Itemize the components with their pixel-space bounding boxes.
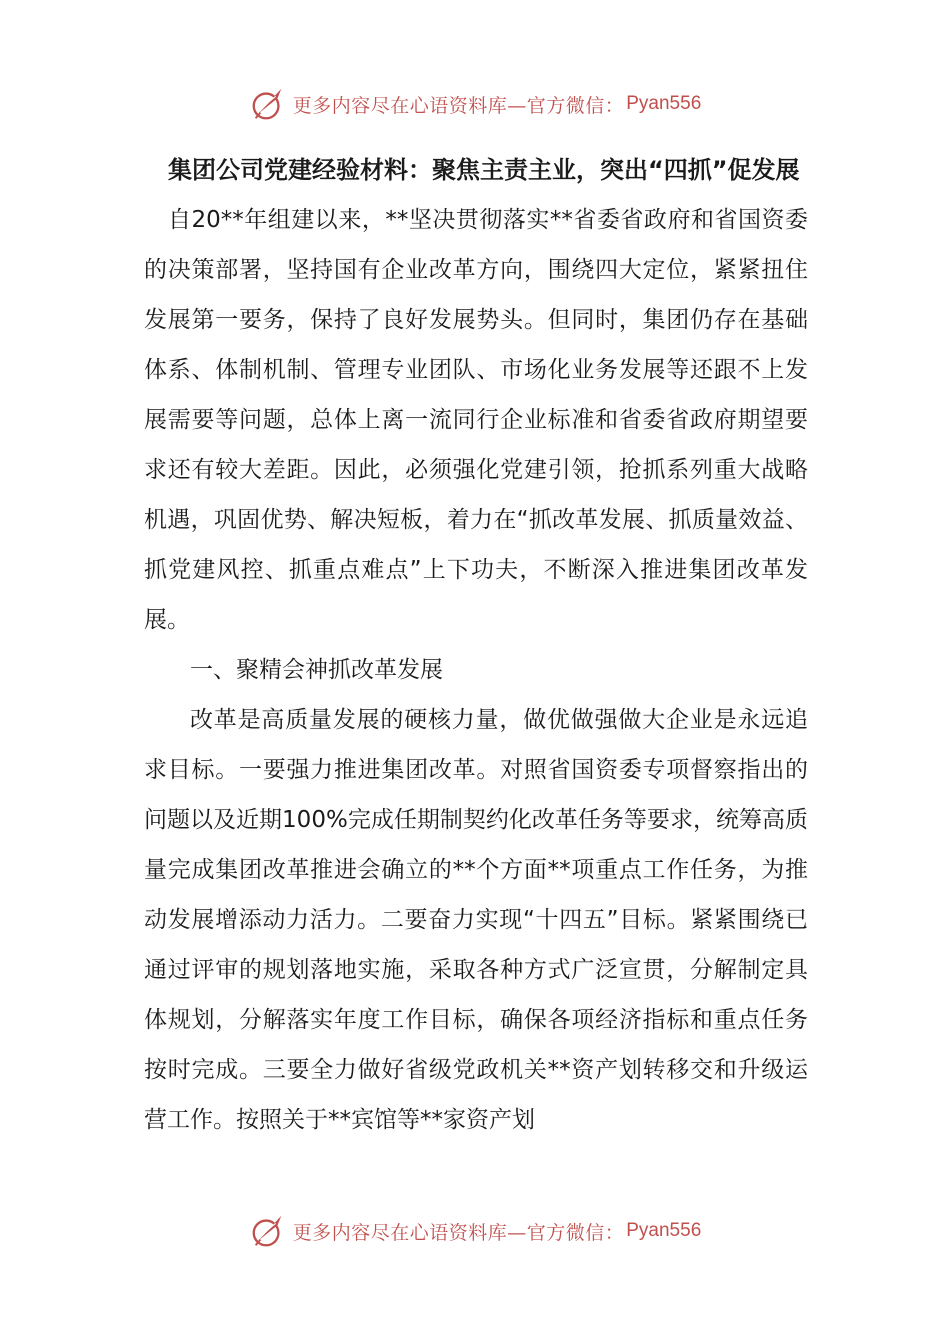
quill-logo-icon (249, 85, 287, 123)
watermark-wechat-id: Pyan556 (626, 93, 702, 114)
document-title: 集团公司党建经验材料：聚焦主责主业，突出“四抓”促发展 (168, 156, 800, 184)
paragraph-section-1: 改革是高质量发展的硬核力量，做优做强做大企业是永远追求目标。一要强力推进集团改革。对照省国资委专项督察指出的问题以及近期100%完成任期制契约化改革任务等要求，统筹高质量完成集团改革推进会确立的**个方面**项重点工作任务，为推动发展增添动力活力。二要奋力实现“十四五”目标。紧紧围绕已通过评审的规划落地实施，采取各种方式广泛宣贯，分解制定具体规划，分解落实年度工作目标，确保各项经济指标和重点任务按时完成。三要全力做好省级党政机关**资产划转移交和升级运营工作。按照关于**宾馆等**家资产划 (144, 707, 808, 1133)
quill-logo-icon (249, 1212, 287, 1250)
watermark-banner-top (0, 82, 950, 126)
watermark-text: 更多内容尽在心语资料库—官方微信： (292, 94, 625, 117)
paragraph-intro: 自20**年组建以来，**坚决贯彻落实**省委省政府和省国资委的决策部署，坚持国有企业改革方向，围绕四大定位，紧紧扭住发展第一要务，保持了良好发展势头。但同时，集团仍存在基础体系、体制机制、管理专业团队、市场化业务发展等还跟不上发展需要等问题，总体上离一流同行企业标准和省委省政府期望要求还有较大差距。因此，必须强化党建引领，抢抓系列重大战略机遇，巩固优势、解决短板，着力在“抓改革发展、抓质量效益、抓党建风控、抓重点难点”上下功夫，不断深入推进集团改革发展。 (144, 207, 808, 633)
watermark-wechat-id: Pyan556 (626, 1220, 702, 1241)
watermark-text: 更多内容尽在心语资料库—官方微信： (292, 1221, 625, 1244)
document-body (144, 146, 808, 1145)
watermark-banner-bottom (0, 1209, 950, 1253)
section-heading-1: 一、聚精会神抓改革发展 (190, 657, 443, 683)
